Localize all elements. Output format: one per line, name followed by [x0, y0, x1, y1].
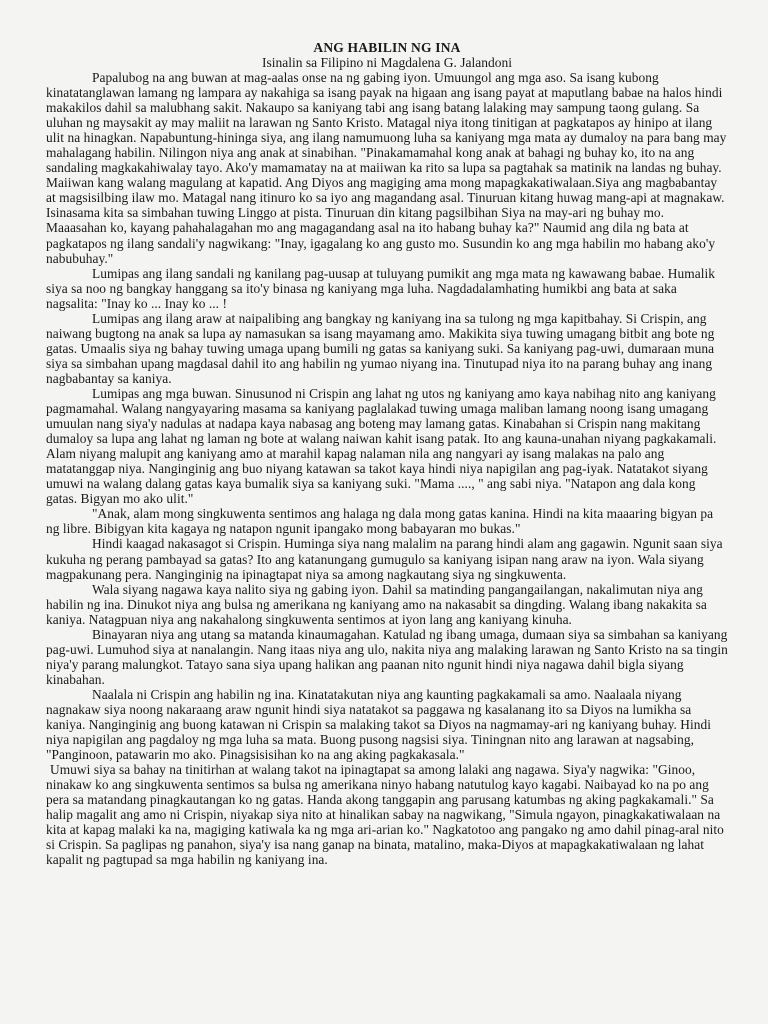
paragraph-6: Hindi kaagad nakasagot si Crispin. Huminga siya nang malalim na parang hindi alam ang gagawin. Ngunit saan siya kukuha ng perang pambayad sa gatas? Ito ang katanungang gumugulo sa kaniyang isipan nang araw na iyon. Wala siyang magpakunang pera. Nanginginig na ipinagtapat niya sa among nagkautang siya ng singkuwenta. [46, 536, 723, 582]
paragraph-5: "Anak, alam mong singkuwenta sentimos ang halaga ng dala mong gatas kanina. Hindi na kita maaaring bigyan pa ng libre. Bibigyan kita kagaya ng natapon ngunit ipangako mong babayaran mo bukas." [46, 506, 714, 537]
paragraph-4: Lumipas ang mga buwan. Sinusunod ni Crispin ang lahat ng utos ng kaniyang amo kaya nabihag nito ang kaniyang pagmamahal. Walang nangyayaring masama sa kaniyang paglalakad tuwing umaga maliban lamang noong isang umagang umuulan nang siya'y nadulas at nadapa kaya nabasag ang boteng may lamang gatas. Kinabahan si Crispin nang makitang dumaloy sa lupa ang lahat ng laman ng bote at walang naiwan kahit isang patak. Ito ang kauna-unahan niyang pagkakamali. Alam niyang malupit ang kaniyang amo at marahil kapag nalaman nila ang nangyari ay isang malakas na palo ang matatanggap niya. Nanginginig ang buo niyang katawan sa takot kaya hindi niya napigilan ang pag-iyak. Natatakot siyang umuwi na walang dalang gatas kaya bumalik siya sa kaniyang suki. "Mama ...., " ang sabi niya. "Natapon ang dala kong gatas. Bigyan mo ako ulit." [46, 385, 717, 507]
document-subtitle: Isinalin sa Filipino ni Magdalena G. Jalandoni [261, 55, 513, 70]
paragraph-9: Naalala ni Crispin ang habilin ng ina. Kinatatakutan niya ang kaunting pagkakamali sa amo. Naalaala niyang nagnakaw siya noong nakaraang araw ngunit hindi siya natatakot sa paggawa ng kasalanang ito sa Diyos na lumikha sa kaniya. Nanginginig ang buong katawan ni Crispin sa malaking takot sa Diyos na nagmamay-ari ng kaniyang buhay. Hindi niya napigilan ang pagdaloy ng mga luha sa mata. Buong pusong nagsisi siya. Tiningnan nito ang larawan at nagsabing, "Panginoon, patawarin mo ako. Pinagsisisihan ko na ang aking pagkakasala." [46, 686, 712, 763]
paragraph-2: Lumipas ang ilang sandali ng kanilang pag-uusap at tuluyang pumikit ang mga mata ng kawawang babae. Humalik siya sa noo ng bangkay hanggang sa ito'y binasa ng kaniyang mga luha. Nagdadalamhating humikbi ang bata at saka nagsalita: "Inay ko ... Inay ko ... ! [46, 265, 716, 311]
paragraph-8: Binayaran niya ang utang sa matanda kinaumagahan. Katulad ng ibang umaga, dumaan siya sa simbahan sa kaniyang pag-uwi. Lumuhod siya at nanalangin. Nang itaas niya ang ulo, nakita niya ang malaking larawan ng Santo Kristo na sa tingin niya'y parang malungkot. Tatayo sana siya upang halikan ang paanan nito ngunit hindi niya nagawa dahil bigla siyang kinabahan. [46, 626, 728, 687]
paragraph-3: Lumipas ang ilang araw at naipalibing ang bangkay ng kaniyang ina sa tulong ng mga kapitbahay. Si Crispin, ang naiwang bugtong na anak sa lupa ay namasukan sa isang mayamang amo. Makikita siya tuwing umagang bitbit ang bote ng gatas. Umaalis siya ng bahay tuwing umaga upang bumili ng gatas sa kaniyang suki. Sa kaniyang pag-uwi, dumaraan muna siya sa simbahan upang magdasal dahil ito ang habilin ng yumao niyang ina. Tinutupad niya ito na parang buhay ang inang nagbabantay sa kaniya. [46, 310, 715, 386]
paragraph-7: Wala siyang nagawa kaya nalito siya ng gabing iyon. Dahil sa matinding pangangailangan, nakalimutan niya ang habilin ng ina. Dinukot niya ang bulsa ng amerikana ng kaniyang amo na nakasabit sa dingding. Walang ibang nakakita sa kaniya. Natagpuan niya ang nakahalong singkuwenta sentimos at iyon lang ang kaniyang kinuha. [46, 581, 707, 627]
document-body [46, 70, 728, 867]
document-title: ANG HABILIN NG INA [313, 40, 461, 55]
paragraph-1: Papalubog na ang buwan at mag-aalas onse na ng gabing iyon. Umuungol ang mga aso. Sa isang kubong kinatatanglawan lamang ng lampara ay nakahiga sa isang payak na higaan ang isang payat at maputlang babae na halos hindi makakilos dahil sa malubhang sakit. Nakaupo sa kaniyang tabi ang isang batang lalaking may sampung taong gulang. Sa uluhan ng maysakit ay may maliit na larawan ng Santo Kristo. Matagal niya itong tinitigan at pagkatapos ay hinipo at ilang ulit na hinagkan. Napabuntung-hininga siya, ang ilang namumuong luha sa kaniyang mga mata ay dumaloy na para bang may mahalagang habilin. Nilingon niya ang anak at sinabihan. "Pinakamamahal kong anak at bahagi ng buhay ko, ito na ang sandaling magkakahiwalay tayo. Ako'y mamamatay na at maiiwan ka rito sa lupa sa pagtahak sa matinik na landas ng buhay. Maiiwan kang walang magulang at kapatid. Ang Diyos ang magiging ama mong mapagkakatiwalaan.Siya ang magbabantay at magsisilbing ilaw mo. Matagal nang itinuro ko sa iyo ang magandang asal. Tinuruan kitang huwag mang-api at magnakaw. Isinasama kita sa simbahan tuwing Linggo at pista. Tinuruan din kitang pagsilbihan Siya na may-ari ng buhay mo. Maaasahan ko, kayang pahahalagahan mo ang magagandang asal na ito habang buhay ka?" Naumid ang dila ng bata at pagkatapos ng ilang sandali'y nagwikang: "Inay, igagalang ko ang gusto mo. Susundin ko ang mga habilin mo habang ako'y nabubuhay." [46, 70, 727, 266]
paragraph-10: Umuwi siya sa bahay na tinitirhan at walang takot na ipinagtapat sa among lalaki ang nagawa. Siya'y nagwika: "Ginoo, ninakaw ko ang singkuwenta sentimos sa bulsa ng amerikana ninyo habang natutulog kayo kagabi. Naibayad ko na po ang pera sa matandang pinagkautangan ko ng gatas. Handa akong tanggapin ang parusang katumbas ng aking pagkakamali." Sa halip magalit ang amo ni Crispin, niyakap siya nito at hinalikan sabay na nagwikang, "Simula ngayon, pinagkakatiwalaan na kita at kapag malaki ka na, magiging katiwala ka ng mga ari-arian ko." Nagkatotoo ang pangako ng amo dahil pinag-aral nito si Crispin. Sa paglipas ng panahon, siya'y isa nang ganap na binata, matalino, maka-Diyos at mapagkakatiwalaan ng lahat kapalit ng pagtupad sa mga habilin ng kaniyang ina. [46, 762, 724, 868]
